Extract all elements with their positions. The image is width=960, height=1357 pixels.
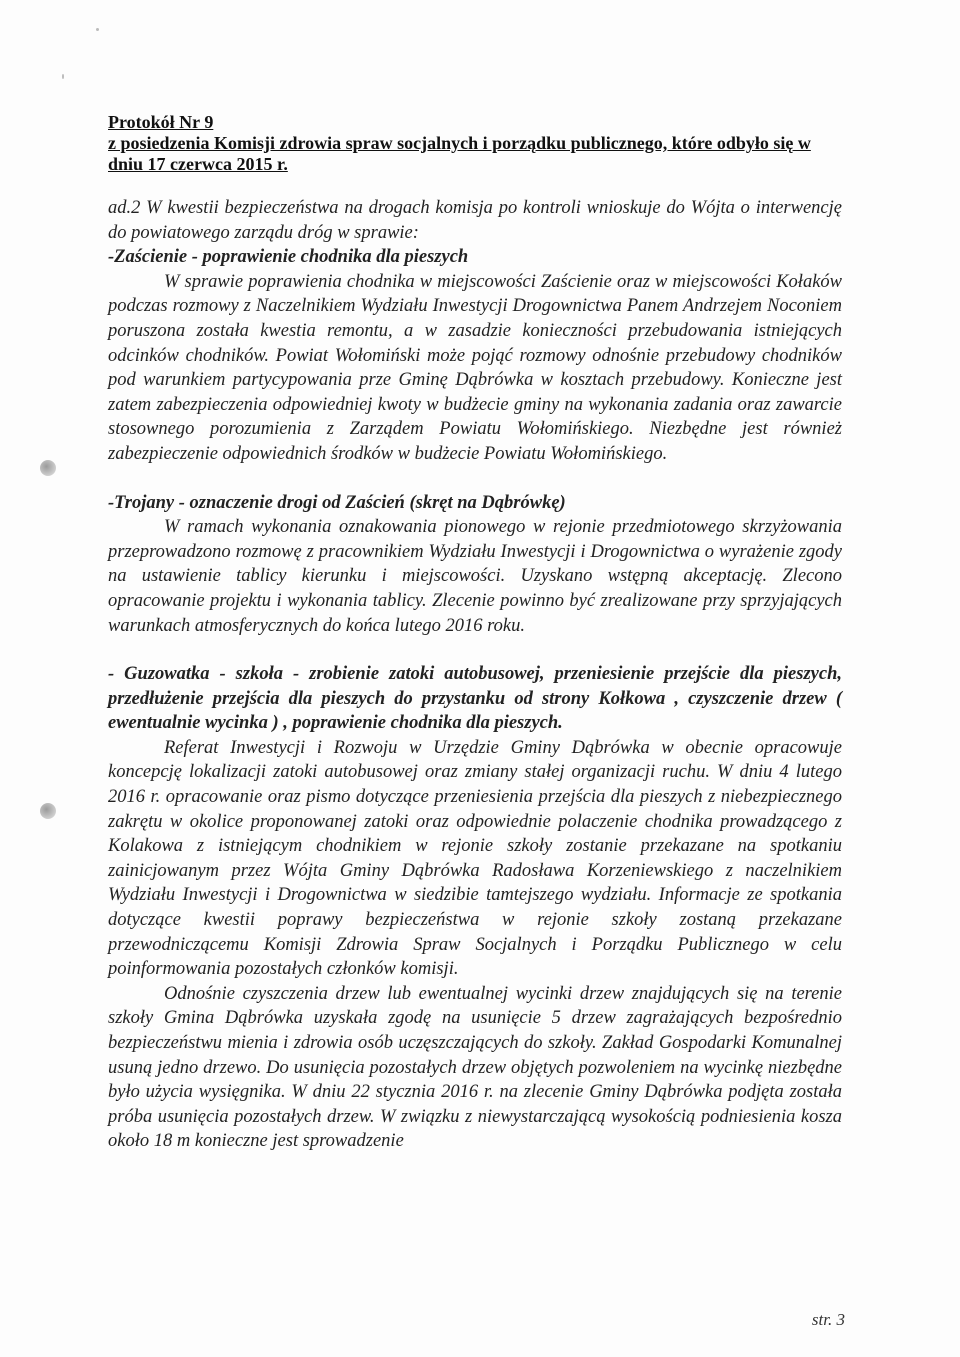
punch-hole-icon bbox=[40, 460, 56, 476]
scan-speck bbox=[96, 28, 99, 31]
section-body-guzowatka-trees: Odnośnie czyszczenia drzew lub ewentualnej wycinki drzew znajdujących się na terenie szkoły Gmina Dąbrówka uzyskała zgodę na usunięcie 5 drzew zagrażających bezpośrednio bezpieczeństwu mienia i zdrowia osób uczęszczających do szkoły. Zakład Gospodarki Komunalnej usuną jedno drzewo. Do usunięcia pozostałych drzew objętych pozwoleniem na wycinkę niezbędne było użycia wysięgnika. W dniu 22 stycznia 2016 r. na zlecenie Gminy Dąbrówka podjęta została próba usunięcia pozostałych drzew. W związku z niewystarczającą wysokością podniesienia kosza około 18 m konieczne jest sprowadzenie bbox=[108, 983, 842, 1152]
scan-speck bbox=[62, 74, 64, 79]
section-title-trojany: -Trojany - oznaczenie drogi od Zaścień (skręt na Dąbrówkę) bbox=[108, 492, 566, 513]
section-title-guzowatka: - Guzowatka - szkoła - zrobienie zatoki autobusowej, przeniesienie przejście dla pieszych, przedłużenie przejścia dla pieszych do przystanku od strony Kołkowa , czyszczenie drzew ( ewentualnie wycinka ) , poprawienie chodnika dla pieszych. bbox=[108, 664, 842, 734]
section-body-guzowatka: Referat Inwestycji i Rozwoju w Urzędzie Gminy Dąbrówka w obecnie opracowuje koncepcję lokalizacji zatoki autobusowej oraz zmiany stałej organizacji ruchu. W dniu 4 lutego 2016 r. opracowanie oraz pismo dotyczące przeniesienia przejścia dla pieszych z niebezpiecznego zakrętu w okolice proponowanej zatoki oraz odpowiednie polaczenie chodnika prowadzącego z Kolakowa z istniejącym chodnikiem w rejonie szkoły zostanie przekazane na spotkaniu zainicjowanym przez Wójta Gminy Dąbrówka Radosława Korzeniewskiego z naczelnikiem Wydziału Inwestycji i Drogownictwa w siedzibie tamtejszego wydziału. Informacje ze spotkania dotyczące kwestii poprawy bezpieczeństwa w rejonie szkoły zostaną przekazane przewodniczącemu Komisji Zdrowia Spraw Socjalnych i Porządku Publicznego w celu poinformowania pozostałych członków komisji. bbox=[108, 737, 842, 980]
punch-hole-icon bbox=[40, 803, 56, 819]
document-body bbox=[108, 196, 842, 1154]
section-body-trojany: W ramach wykonania oznakowania pionowego w rejonie przedmiotowego skrzyżowania przeprowadzono rozmowę z pracownikiem Wydziału Inwestycji i Drogownictwa o wyrażenie zgody na ustawienie tablicy kierunku i miejscowości. Uzyskano wstępną akceptację. Zlecono opracowanie projektu i wykonania tablicy. Zlecenie powinno być zrealizowane przy sprzyjających warunkach atmosferycznych do końca lutego 2016 roku. bbox=[108, 517, 842, 636]
spacer bbox=[108, 467, 842, 491]
document-header bbox=[108, 112, 828, 175]
agenda-item-intro: ad.2 W kwestii bezpieczeństwa na drogach komisja po kontroli wnioskuje do Wójta o interwencję do powiatowego zarządu dróg w sprawie: bbox=[108, 198, 842, 243]
spacer bbox=[108, 638, 842, 662]
page-number: str. 3 bbox=[811, 1310, 845, 1329]
section-body-zascienie: W sprawie poprawienia chodnika w miejscowości Zaścienie oraz w miejscowości Kołaków podczas rozmowy z Naczelnikiem Wydziału Inwestycji Drogownictwa Panem Andrzejem Noconiem poruszona została kwestia remontu, a w zasadzie konieczności przebudowania istniejących odcinków chodników. Powiat Wołomiński może pojąć rozmowy odnośnie przebudowy chodników pod warunkiem partycypowania prze Gminę Dąbrówka w kosztach przebudowy. Konieczne jest zatem zabezpieczenia odpowiedniej kwoty w budżecie gminy na wykonania zadania oraz zawarcie stosownego porozumienia z Zarządem Powiatu Wołomińskiego. Niezbędne jest również zabezpieczenie odpowiednich środków w budżecie Powiatu Wołomińskiego. bbox=[108, 271, 842, 464]
protocol-title: Protokół Nr 9 bbox=[108, 112, 214, 132]
protocol-subtitle: z posiedzenia Komisji zdrowia spraw socjalnych i porządku publicznego, które odbyło się w dniu 17 czerwca 2015 r. bbox=[108, 133, 811, 174]
section-title-zascienie: -Zaścienie - poprawienie chodnika dla pieszych bbox=[108, 247, 469, 268]
